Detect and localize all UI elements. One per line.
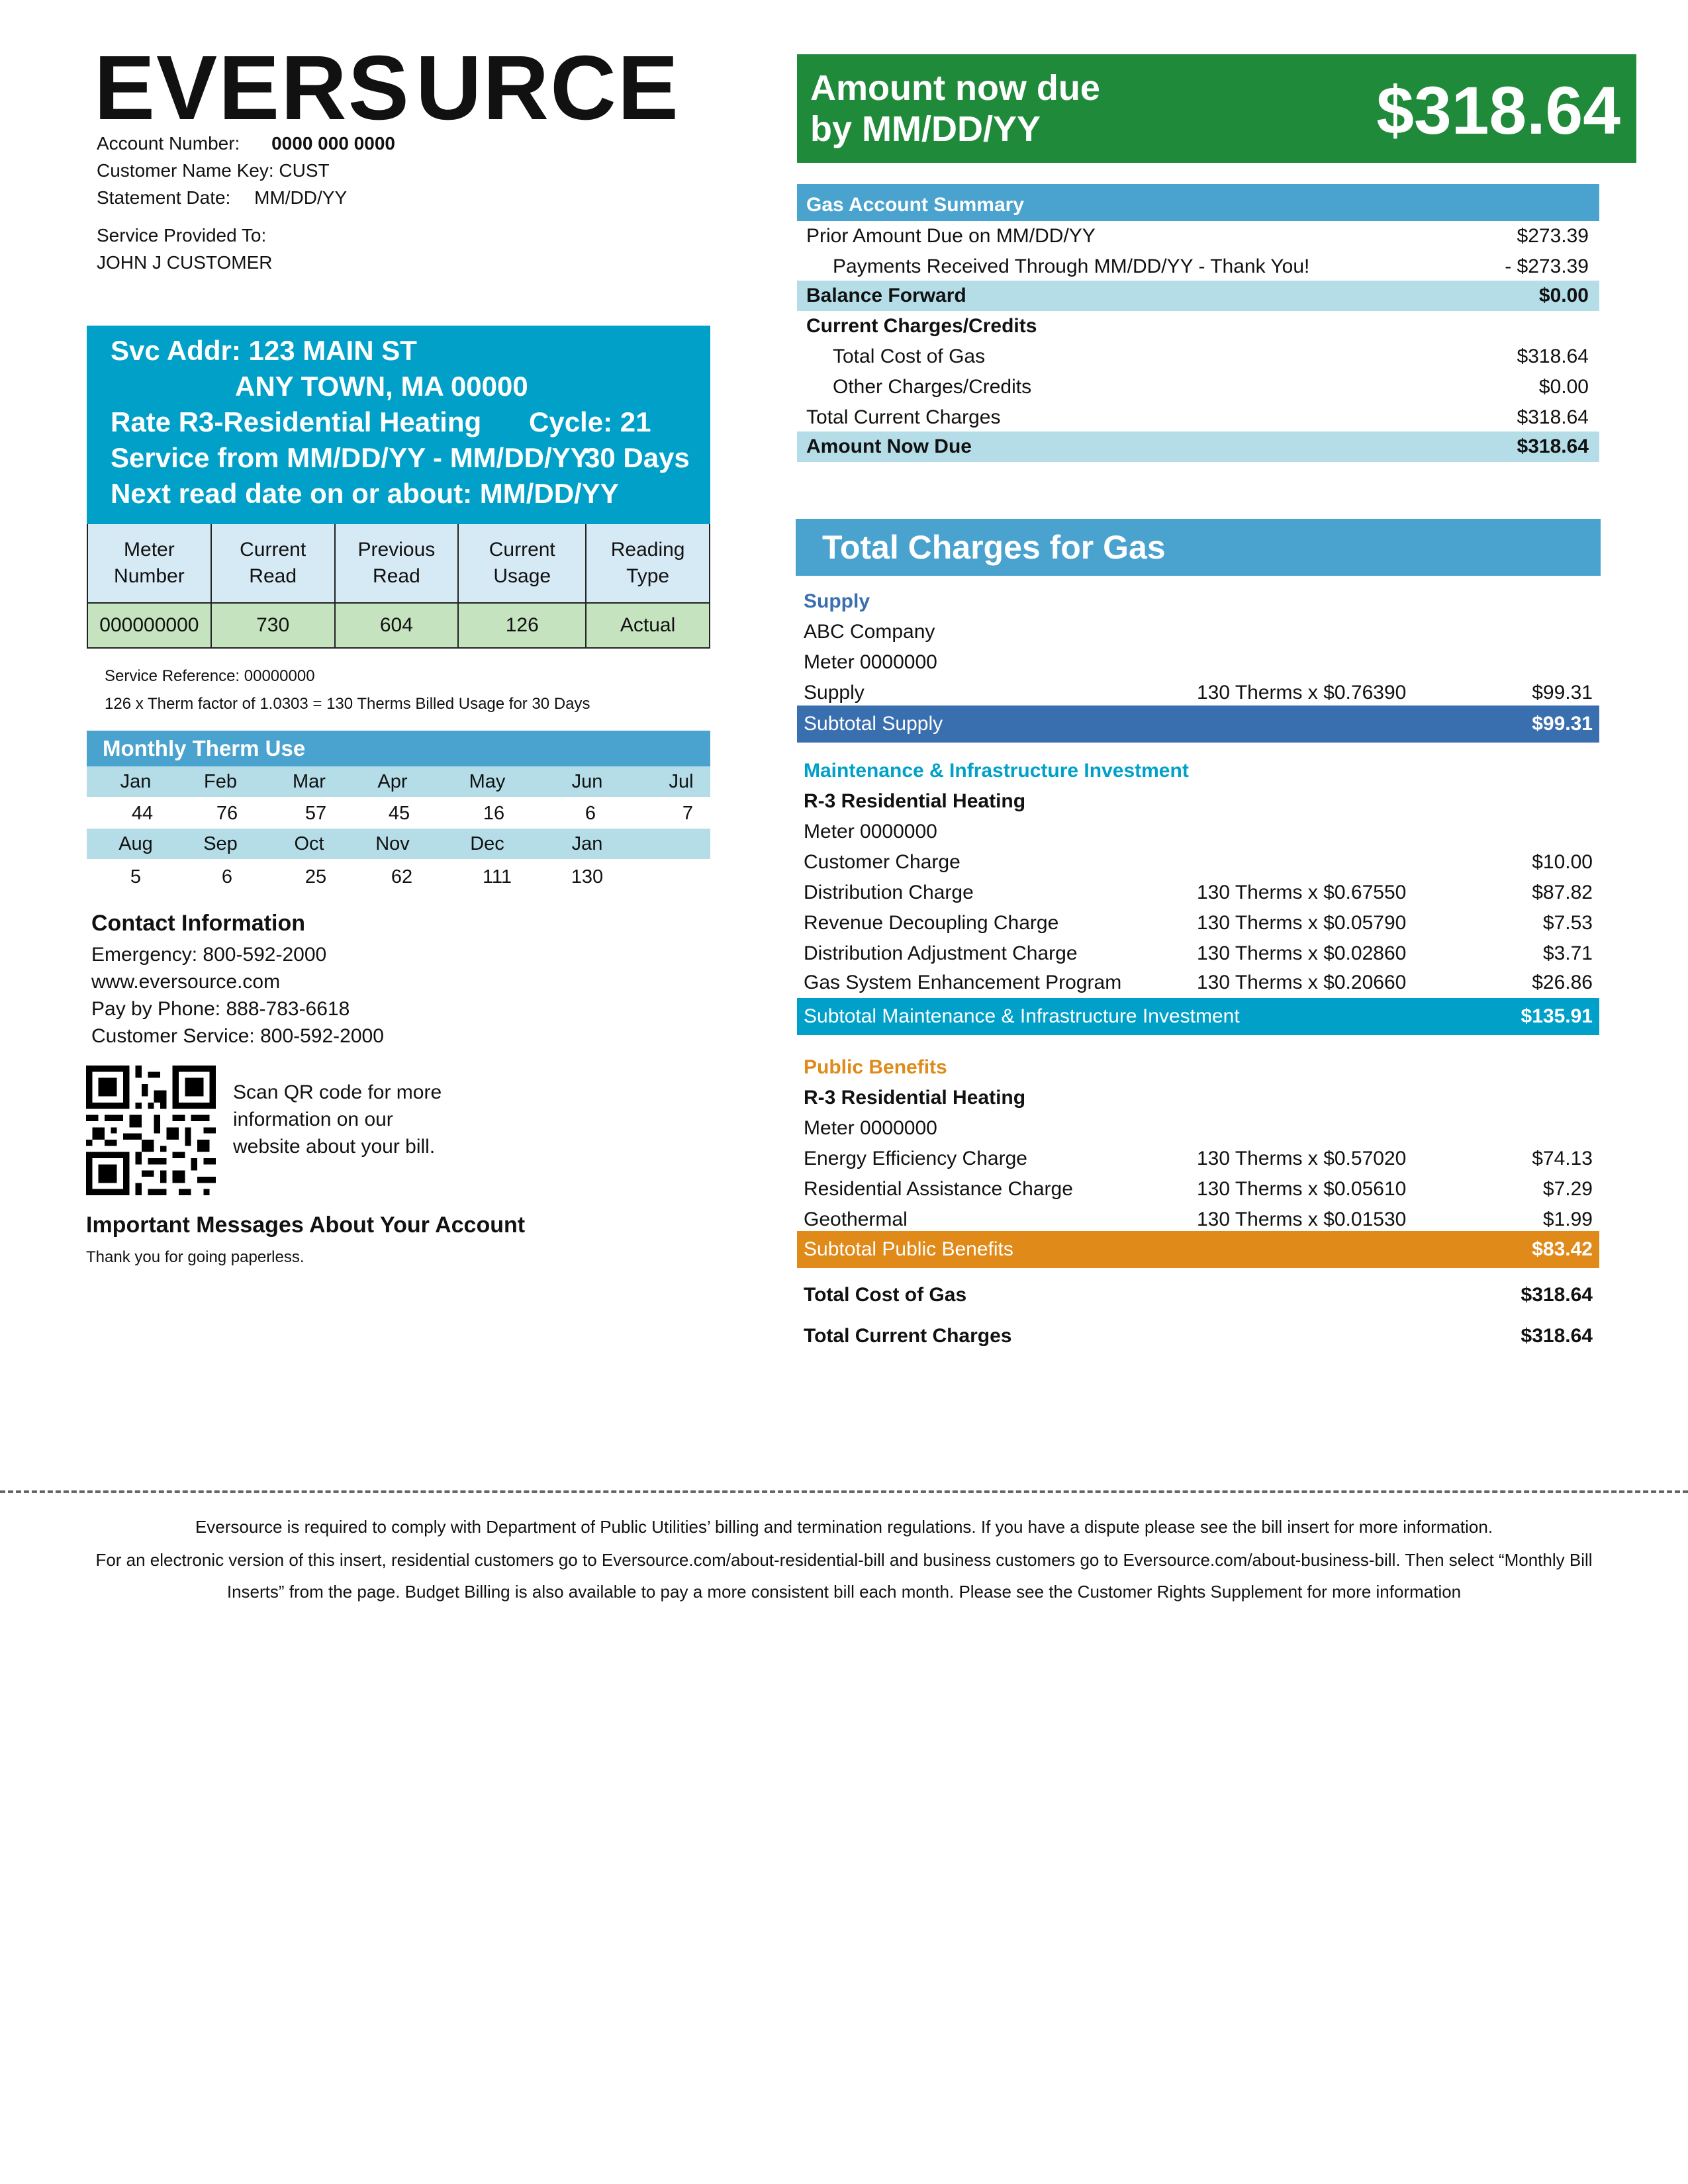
total-charges-header: Total Charges for Gas (796, 519, 1601, 576)
therm-value: 62 (391, 866, 413, 887)
therm-value: 76 (216, 803, 238, 824)
supply-meter: Meter 0000000 (804, 651, 937, 673)
meter-header-cell: Current Read (211, 524, 335, 603)
therm-value: 16 (483, 803, 505, 824)
footer-line-3: Inserts” from the page. Budget Billing is also available to pay a more consistent bill each month. Please see the Customer Rights Supplement for more information (226, 1582, 1462, 1602)
month-label: May (469, 771, 506, 792)
maintenance-meter: Meter 0000000 (804, 821, 937, 842)
customer-service-phone: Customer Service: 800-592-2000 (91, 1025, 384, 1047)
tear-line-divider (0, 1490, 1688, 1493)
statement-date: MM/DD/YY (254, 187, 348, 208)
month-label: Jan (571, 833, 603, 854)
month-label: Feb (204, 771, 237, 792)
amount-due-box (797, 54, 1636, 163)
therm-value: 7 (682, 803, 694, 824)
messages-title: Important Messages About Your Account (86, 1212, 526, 1238)
therm-value: 111 (482, 866, 512, 887)
supply-company: ABC Company (804, 621, 935, 643)
maintenance-rate: R-3 Residential Heating (804, 790, 1026, 812)
charge-line: Residential Assistance Charge 130 Therms x $0.05610 $7.29 (804, 1178, 1593, 1200)
therm-value: 6 (221, 866, 233, 887)
therm-values-row-1 (87, 798, 710, 829)
meter-header-cell: Previous Read (335, 524, 459, 603)
service-provided-label: Service Provided To: (97, 225, 267, 246)
logo-text-right: URCE (415, 37, 680, 139)
total-cost-row: Total Cost of Gas $318.64 (804, 1284, 1593, 1306)
month-label: Jul (669, 771, 694, 792)
month-label: Jun (571, 771, 603, 792)
meter-table (87, 524, 710, 649)
summary-prior-row: Prior Amount Due on MM/DD/YY $273.39 (806, 225, 1589, 247)
summary-balance-row: Balance Forward $0.00 (797, 281, 1599, 311)
meter-header-cell: Reading Type (586, 524, 710, 603)
therm-months-row-1 (87, 766, 710, 797)
public-benefits-rate: R-3 Residential Heating (804, 1087, 1026, 1109)
summary-other-row: Other Charges/Credits $0.00 (833, 376, 1589, 398)
therm-value: 44 (131, 803, 154, 824)
statement-date-label: Statement Date: (97, 187, 231, 208)
summary-total-current-row: Total Current Charges $318.64 (806, 406, 1589, 428)
supply-line: Supply 130 Therms x $0.76390 $99.31 (804, 682, 1593, 704)
therm-value: 130 (571, 866, 604, 887)
therm-value: 6 (585, 803, 596, 824)
customer-name: JOHN J CUSTOMER (97, 252, 273, 273)
meter-header-cell: Current Usage (458, 524, 586, 603)
charge-line: Revenue Decoupling Charge 130 Therms x $0.05790 $7.53 (804, 912, 1593, 934)
messages-text: Thank you for going paperless. (86, 1248, 305, 1266)
meter-number: 000000000 (87, 603, 211, 648)
therm-use-header: Monthly Therm Use (87, 731, 710, 766)
summary-now-due-row: Amount Now Due $318.64 (797, 432, 1599, 462)
account-number-label: Account Number: (97, 133, 240, 154)
month-label: Aug (118, 833, 153, 854)
supply-title: Supply (804, 590, 870, 612)
meter-table-row (87, 603, 710, 648)
charge-line: Distribution Adjustment Charge 130 Therms x $0.02860 $3.71 (804, 942, 1593, 964)
footer-line-2: For an electronic version of this insert, residential customers go to Eversource.com/about-residential-bill and business customers go to Eversource.com/about-business-bill. Then select “Monthly Bill (95, 1550, 1593, 1570)
charge-line: Energy Efficiency Charge 130 Therms x $0.57020 $74.13 (804, 1148, 1593, 1169)
therm-factor-note: 126 x Therm factor of 1.0303 = 130 Therms Billed Usage for 30 Days (105, 695, 590, 713)
next-read-date: Next read date on or about: MM/DD/YY (111, 478, 619, 509)
public-benefits-meter: Meter 0000000 (804, 1117, 937, 1139)
summary-header: Gas Account Summary (797, 184, 1599, 221)
service-days: 30 Days (585, 442, 690, 473)
therm-values-row-2 (87, 862, 710, 892)
customer-name-key: Customer Name Key: CUST (97, 160, 330, 181)
maintenance-title: Maintenance & Infrastructure Investment (804, 760, 1189, 782)
therm-value: 5 (130, 866, 142, 887)
therm-months-row-2 (87, 829, 710, 859)
amount-due-label: Amount now due by MM/DD/YY (810, 68, 1100, 149)
therm-value: 25 (305, 866, 327, 887)
therm-value: 45 (388, 803, 410, 824)
charge-line: Gas System Enhancement Program 130 Therms x $0.20660 $26.86 (804, 972, 1593, 993)
summary-current-label: Current Charges/Credits (806, 315, 1037, 337)
total-current-charges-row: Total Current Charges $318.64 (804, 1325, 1593, 1347)
emergency-phone: Emergency: 800-592-2000 (91, 944, 327, 966)
summary-payments-row: Payments Received Through MM/DD/YY - Thank You! - $273.39 (833, 255, 1589, 277)
amount-due-value: $318.64 (1376, 73, 1620, 148)
supply-subtotal: Subtotal Supply $99.31 (797, 705, 1599, 743)
cycle-label: Cycle: 21 (529, 406, 651, 437)
public-benefits-title: Public Benefits (804, 1056, 947, 1078)
eversource-logo (94, 37, 680, 139)
charge-line: Geothermal 130 Therms x $0.01530 $1.99 (804, 1208, 1593, 1230)
service-reference: Service Reference: 00000000 (105, 667, 315, 685)
month-label: Nov (375, 833, 410, 854)
summary-cost-row: Total Cost of Gas $318.64 (833, 345, 1589, 367)
therm-value: 57 (305, 803, 327, 824)
reading-type: Actual (586, 603, 710, 648)
qr-caption: Scan QR code for more information on our website about your bill. (233, 1081, 442, 1158)
month-label: Jan (120, 771, 152, 792)
public-benefits-subtotal: Subtotal Public Benefits $83.42 (797, 1231, 1599, 1268)
current-usage: 126 (458, 603, 586, 648)
month-label: Dec (470, 833, 504, 854)
service-address-line1: Svc Addr: 123 MAIN ST (111, 335, 417, 366)
current-read: 730 (211, 603, 335, 648)
logo-text-left: EVERS (94, 37, 410, 139)
meter-table-header (87, 524, 710, 603)
account-info (97, 130, 395, 276)
contact-info (91, 941, 384, 1050)
pay-by-phone: Pay by Phone: 888-783-6618 (91, 998, 350, 1020)
month-label: Sep (203, 833, 238, 854)
qr-code-icon[interactable] (86, 1066, 216, 1195)
month-label: Apr (377, 771, 408, 792)
footer-line-1: Eversource is required to comply with Department of Public Utilities’ billing and termination regulations. If you have a dispute please see the bill insert for more information. (195, 1517, 1493, 1537)
month-label: Oct (294, 833, 324, 854)
previous-read: 604 (335, 603, 459, 648)
service-address-box (87, 326, 710, 524)
month-label: Mar (293, 771, 326, 792)
service-period: Service from MM/DD/YY - MM/DD/YY (111, 442, 589, 473)
charge-line: Customer Charge $10.00 (804, 851, 1593, 873)
meter-header-cell: Meter Number (87, 524, 211, 603)
rate-label: Rate R3-Residential Heating (111, 406, 482, 437)
service-address-line2: ANY TOWN, MA 00000 (235, 371, 528, 402)
contact-title: Contact Information (91, 911, 305, 936)
website-link[interactable]: www.eversource.com (91, 971, 281, 993)
maintenance-subtotal: Subtotal Maintenance & Infrastructure Investment $135.91 (797, 998, 1599, 1035)
charge-line: Distribution Charge 130 Therms x $0.67550 $87.82 (804, 882, 1593, 903)
account-number: 0000 000 0000 (271, 133, 395, 154)
